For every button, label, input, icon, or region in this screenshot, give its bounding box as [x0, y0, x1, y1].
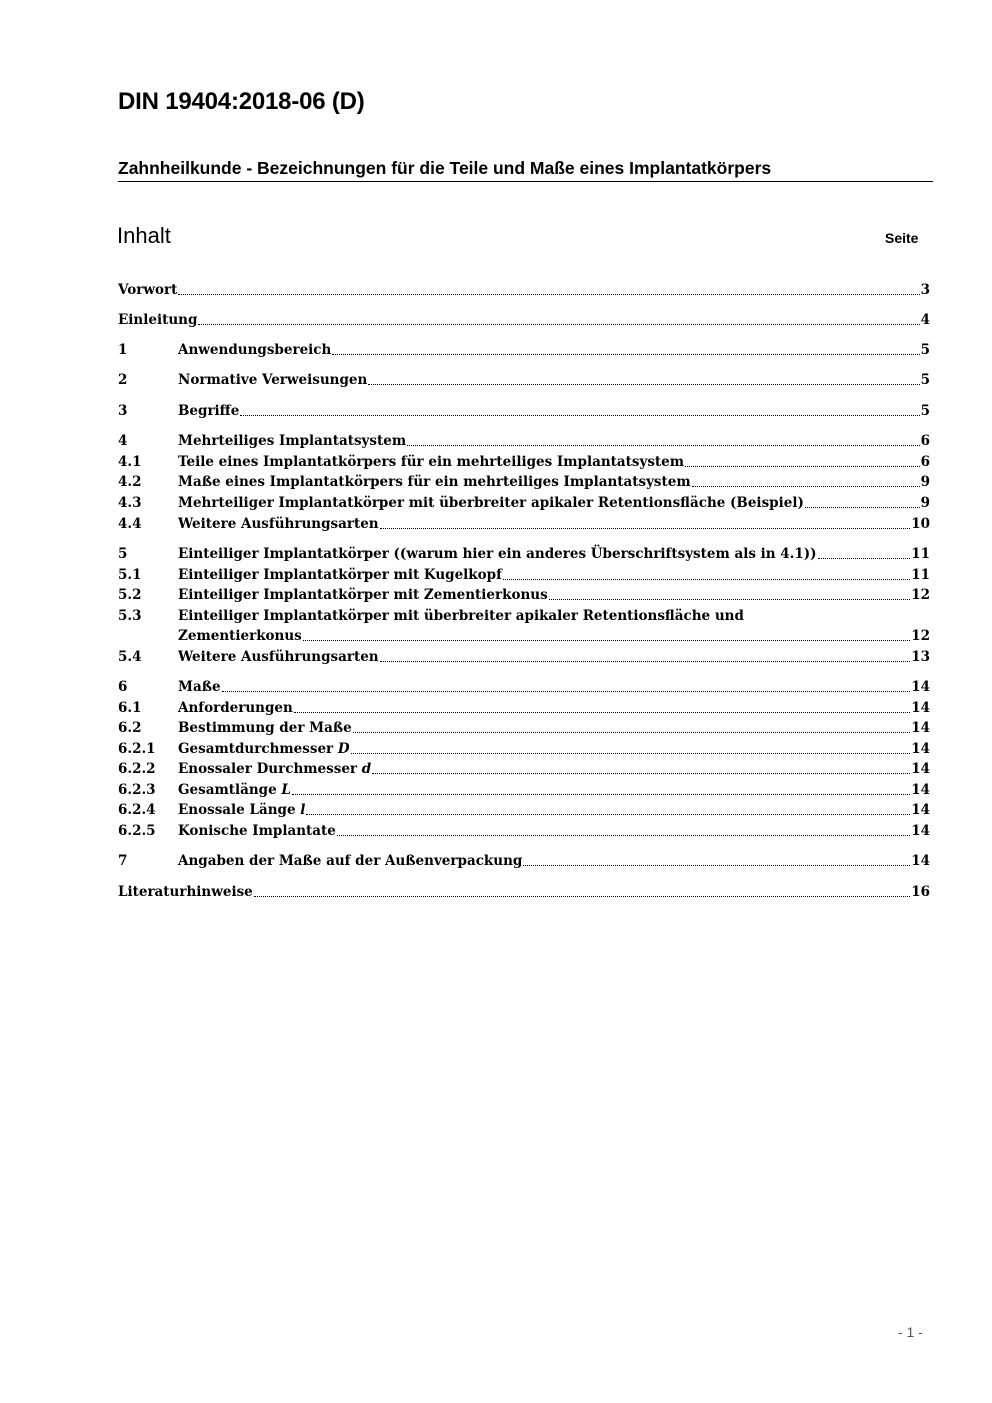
toc-leader-dots	[292, 794, 910, 795]
toc-entry-title-text: Enossaler Durchmesser	[178, 761, 358, 777]
toc-entry-title	[178, 780, 291, 800]
toc-entry-number: 6.2.1	[118, 741, 156, 757]
toc-entry-number: 3	[118, 403, 128, 419]
toc-entry-page: 9	[920, 474, 930, 490]
toc-entry-title	[178, 698, 293, 718]
toc-leader-dots	[523, 865, 910, 866]
footer-page-number: - 1 -	[898, 1324, 923, 1340]
toc-entry-title-text: Weitere Ausführungsarten	[178, 516, 379, 532]
toc-entry-number: 2	[118, 372, 128, 388]
toc-entry-title	[178, 544, 817, 564]
toc-entry-page: 11	[911, 567, 930, 583]
toc-entry-page: 5	[920, 342, 930, 358]
document-id: DIN 19404:2018-06 (D)	[118, 88, 365, 115]
toc-leader-dots	[407, 445, 919, 446]
toc-entry-title	[118, 882, 253, 902]
toc-leader-dots	[353, 732, 911, 733]
toc-entry-title	[178, 759, 371, 779]
toc-entry-title	[178, 565, 502, 585]
toc-entry-page: 4	[920, 312, 930, 328]
toc-entry[interactable]	[118, 340, 930, 360]
toc-entry-page: 14	[911, 741, 930, 757]
toc-leader-dots	[351, 753, 911, 754]
toc-entry-page: 5	[920, 403, 930, 419]
toc-entry[interactable]	[118, 472, 930, 492]
toc-entry-number: 4.4	[118, 516, 142, 532]
toc-entry[interactable]	[118, 310, 930, 330]
toc-entry-page: 12	[911, 628, 930, 644]
toc-entry-symbol: L	[281, 782, 291, 798]
toc-entry-page: 11	[911, 546, 930, 562]
toc-entry-page: 14	[911, 782, 930, 798]
toc-entry-page: 14	[911, 802, 930, 818]
toc-entry-number: 4	[118, 433, 128, 449]
toc-entry-title	[178, 585, 548, 605]
toc-entry[interactable]	[118, 452, 930, 472]
toc-entry-title-text: Konische Implantate	[178, 823, 336, 839]
toc-entry-page: 6	[920, 454, 930, 470]
toc-entry-number: 6.2	[118, 720, 142, 736]
toc-entry-page: 14	[911, 700, 930, 716]
toc-entry-title	[178, 800, 305, 820]
toc-entry[interactable]	[118, 565, 930, 585]
toc-entry[interactable]	[118, 882, 930, 902]
toc-entry-number: 1	[118, 342, 128, 358]
toc-entry[interactable]	[118, 606, 930, 626]
toc-leader-dots	[303, 640, 910, 641]
toc-entry-page: 12	[911, 587, 930, 603]
toc-leader-dots	[685, 466, 920, 467]
toc-entry-number: 6.2.4	[118, 802, 156, 818]
toc-entry-title-text: Gesamtlänge	[178, 782, 277, 798]
toc-entry-title	[178, 493, 804, 513]
toc-entry-page: 14	[911, 761, 930, 777]
toc-entry-title-text: Begriffe	[178, 403, 240, 419]
toc-entry-title	[178, 718, 352, 738]
toc-entry[interactable]	[118, 677, 930, 697]
toc-leader-dots	[380, 528, 911, 529]
toc-entry[interactable]	[118, 739, 930, 759]
toc-entry-title-text: Bestimmung der Maße	[178, 720, 352, 736]
toc-leader-dots	[294, 712, 910, 713]
toc-entry-title	[178, 452, 684, 472]
toc-entry-title-text: Anwendungsbereich	[178, 342, 332, 358]
toc-entry-title	[178, 677, 221, 697]
toc-entry-page: 3	[920, 282, 930, 298]
toc-leader-dots	[240, 415, 919, 416]
toc-entry[interactable]	[118, 401, 930, 421]
toc-entry-number: 5	[118, 546, 128, 562]
toc-entry-page: 5	[920, 372, 930, 388]
toc-entry-title	[118, 280, 177, 300]
toc-entry-title	[178, 739, 350, 759]
toc-entry[interactable]	[118, 514, 930, 534]
toc-entry-title	[178, 472, 691, 492]
toc-entry-page: 9	[920, 495, 930, 511]
toc-heading: Inhalt	[117, 223, 171, 248]
toc-leader-dots	[332, 354, 919, 355]
toc-entry-page: 14	[911, 853, 930, 869]
toc-entry-page: 14	[911, 679, 930, 695]
toc-entry[interactable]	[118, 759, 930, 779]
document-subtitle: Zahnheilkunde - Bezeichnungen für die Teile und Maße eines Implantatkörpers	[118, 158, 933, 182]
toc-leader-dots	[692, 486, 920, 487]
toc-entry-title-text: Weitere Ausführungsarten	[178, 649, 379, 665]
toc-entry-page: 14	[911, 823, 930, 839]
toc-entry-title	[118, 310, 197, 330]
toc-entry-title-text: Einteiliger Implantatkörper mit Zementierkonus	[178, 587, 548, 603]
toc-entry-title-text: Einteiliger Implantatkörper ((warum hier ein anderes Überschriftsystem als in 4.1))	[178, 546, 817, 562]
toc-entry-title-text: Maße eines Implantatkörpers für ein mehrteiliges Implantatsystem	[178, 474, 691, 490]
toc-entry-title	[178, 821, 336, 841]
toc-entry[interactable]	[118, 280, 930, 300]
toc-leader-dots	[306, 814, 910, 815]
toc-entry-symbol: D	[337, 741, 350, 757]
toc-entry[interactable]	[118, 431, 930, 451]
toc-entry-number: 4.3	[118, 495, 142, 511]
toc-entry-symbol: d	[361, 761, 372, 777]
toc-leader-dots	[805, 507, 920, 508]
toc-leader-dots	[818, 558, 911, 559]
toc-leader-dots	[368, 384, 919, 385]
toc-entry-title	[178, 431, 406, 451]
toc-entry-title: Einteiliger Implantatkörper mit überbreiter apikaler Retentionsfläche und	[178, 608, 744, 624]
toc-entry-title-continuation: Zementierkonus	[178, 628, 302, 644]
toc-entry-continuation[interactable]	[118, 626, 930, 646]
toc-leader-dots	[178, 294, 919, 295]
toc-entry[interactable]	[118, 780, 930, 800]
toc-leader-dots	[222, 691, 911, 692]
toc-entry-number: 5.1	[118, 567, 142, 583]
toc-leader-dots	[380, 661, 911, 662]
toc-entry-title-text: Einleitung	[118, 312, 198, 328]
toc-entry-title-text: Normative Verweisungen	[178, 372, 368, 388]
toc-entry-number: 6.2.5	[118, 823, 156, 839]
toc-entry-number: 4.1	[118, 454, 142, 470]
toc-entry[interactable]	[118, 821, 930, 841]
toc-entry-title-text: Mehrteiliger Implantatkörper mit überbreiter apikaler Retentionsfläche (Beispiel)	[178, 495, 804, 511]
toc-leader-dots	[549, 599, 911, 600]
toc-entry-title-text: Vorwort	[118, 282, 178, 298]
toc-entry-title	[178, 647, 379, 667]
toc-entry[interactable]	[118, 544, 930, 564]
toc-entry-title-text: Enossale Länge	[178, 802, 296, 818]
toc-entry-number: 7	[118, 853, 128, 869]
toc-entry-title-text: Gesamtdurchmesser	[178, 741, 334, 757]
toc-entry-number: 6	[118, 679, 128, 695]
toc-entry-title	[178, 340, 331, 360]
toc-entry-title	[178, 851, 522, 871]
toc-entry[interactable]	[118, 851, 930, 871]
toc-entry[interactable]	[118, 718, 930, 738]
toc-entry-number: 5.2	[118, 587, 142, 603]
toc-entry-title	[178, 370, 367, 390]
toc-leader-dots	[503, 579, 910, 580]
toc-page-column-label: Seite	[885, 230, 919, 246]
toc-entry-title-text: Mehrteiliges Implantatsystem	[178, 433, 407, 449]
toc-entry[interactable]	[118, 800, 930, 820]
toc-entry-title-text: Angaben der Maße auf der Außenverpackung	[178, 853, 523, 869]
toc-entry-number: 5.4	[118, 649, 142, 665]
toc-entry[interactable]	[118, 493, 930, 513]
toc-entry[interactable]	[118, 647, 930, 667]
toc-entry-page: 14	[911, 720, 930, 736]
toc-entry-symbol: l	[300, 802, 306, 818]
toc-entry-title-text: Maße	[178, 679, 221, 695]
toc-entry-page: 13	[911, 649, 930, 665]
toc-entry-title	[178, 514, 379, 534]
toc-entry[interactable]	[118, 585, 930, 605]
toc-entry-title-text: Anforderungen	[178, 700, 293, 716]
toc-leader-dots	[337, 835, 910, 836]
toc-entry-title-text: Teile eines Implantatkörpers für ein mehrteiliges Implantatsystem	[178, 454, 685, 470]
toc-entry-page: 6	[920, 433, 930, 449]
toc-entry-number: 6.1	[118, 700, 142, 716]
toc-entry-page: 16	[911, 884, 930, 900]
toc-entry[interactable]	[118, 370, 930, 390]
toc-leader-dots	[198, 324, 919, 325]
toc-entry-title-text: Einteiliger Implantatkörper mit Kugelkopf	[178, 567, 502, 583]
toc-leader-dots	[254, 896, 910, 897]
toc-leader-dots	[372, 773, 910, 774]
toc-entry-number: 6.2.2	[118, 761, 156, 777]
toc-entry[interactable]	[118, 698, 930, 718]
toc-entry-title-text: Literaturhinweise	[118, 884, 253, 900]
toc-entry-number: 6.2.3	[118, 782, 156, 798]
toc-entry-page: 10	[911, 516, 930, 532]
toc-entry-title	[178, 401, 239, 421]
toc-entry-number: 4.2	[118, 474, 142, 490]
toc-entry-number: 5.3	[118, 608, 142, 624]
